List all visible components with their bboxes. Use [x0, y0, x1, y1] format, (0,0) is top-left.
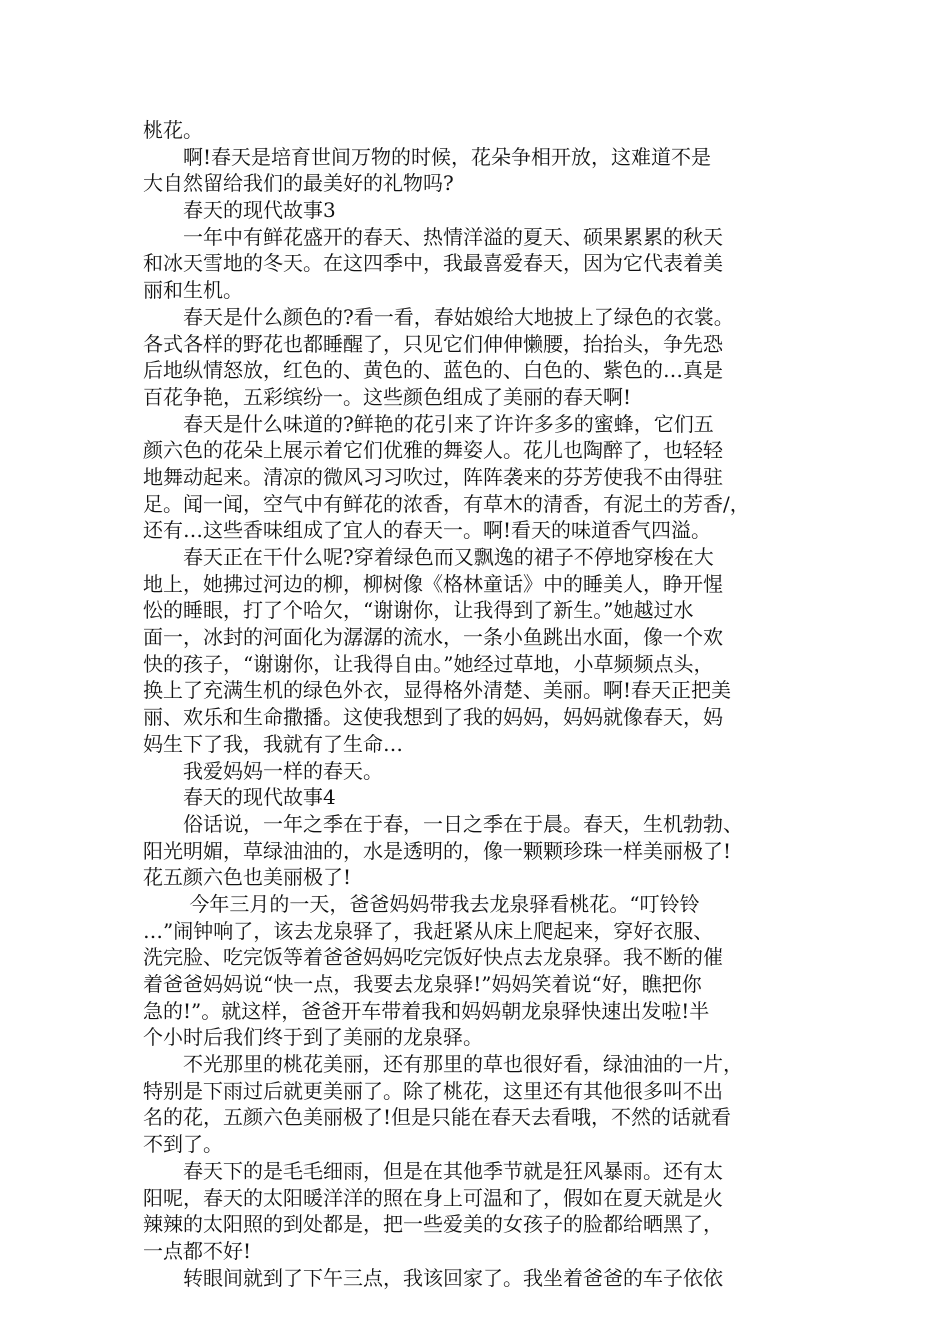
text-line: 阳呢，春天的太阳暖洋洋的照在身上可温和了，假如在夏天就是火 — [143, 1185, 723, 1210]
text-line: …”闹钟响了，该去龙泉驿了，我赶紧从床上爬起来，穿好衣服、 — [143, 918, 714, 943]
section-heading: 春天的现代故事4 — [143, 785, 336, 810]
text-line: 春天是什么颜色的?看一看，春姑娘给大地披上了绿色的衣裳。 — [143, 304, 734, 329]
text-line: 和冰天雪地的冬天。在这四季中，我最喜爱春天，因为它代表着美 — [143, 251, 723, 276]
text-line: 足。闻一闻，空气中有鲜花的浓香，有草木的清香，有泥土的芳香/， — [143, 491, 750, 516]
text-line: 啊!春天是培育世间万物的时候，花朵争相开放，这难道不是 — [143, 144, 712, 169]
text-line: 俗话说，一年之季在于春，一日之季在于晨。春天，生机勃勃、 — [143, 811, 743, 836]
text-line: 丽、欢乐和生命撒播。这使我想到了我的妈妈，妈妈就像春天，妈 — [143, 705, 723, 730]
text-line: 辣辣的太阳照的到处都是，把一些爱美的女孩子的脸都给晒黑了， — [143, 1212, 723, 1237]
text-line: 后地纵情怒放，红色的、黄色的、蓝色的、白色的、紫色的…真是 — [143, 358, 723, 383]
text-line: 不到了。 — [143, 1132, 223, 1157]
text-line: 忪的睡眼，打了个哈欠，“谢谢你，让我得到了新生。”她越过水 — [143, 598, 694, 623]
text-line: 今年三月的一天，爸爸妈妈带我去龙泉驿看桃花。“叮铃铃 — [143, 891, 700, 916]
document-body — [143, 117, 813, 1291]
text-line: 大自然留给我们的最美好的礼物吗? — [143, 171, 454, 196]
text-line: 一年中有鲜花盛开的春天、热情洋溢的夏天、硕果累累的秋天 — [143, 224, 723, 249]
text-line: 各式各样的野花也都睡醒了，只见它们伸伸懒腰，抬抬头，争先恐 — [143, 331, 723, 356]
text-line: 快的孩子，“谢谢你，让我得自由。”她经过草地，小草频频点头， — [143, 651, 714, 676]
text-line: 春天下的是毛毛细雨，但是在其他季节就是狂风暴雨。还有太 — [143, 1158, 723, 1183]
text-line: 春天是什么味道的?鲜艳的花引来了许许多多的蜜蜂，它们五 — [143, 411, 714, 436]
text-line: 桃花。 — [143, 118, 203, 142]
text-line: 春天正在干什么呢?穿着绿色而又飘逸的裙子不停地穿梭在大 — [143, 545, 714, 569]
text-line: 急的!”。就这样，爸爸开车带着我和妈妈朝龙泉驿快速出发啦!半 — [143, 998, 710, 1023]
text-line: 还有…这些香味组成了宜人的春天一。啊!看天的味道香气四溢。 — [143, 518, 712, 543]
text-line: 转眼间就到了下午三点，我该回家了。我坐着爸爸的车子依依 — [143, 1265, 723, 1290]
text-line: 我爱妈妈一样的春天。 — [143, 758, 383, 783]
text-line: 花五颜六色也美丽极了! — [143, 865, 352, 890]
text-line: 面一，冰封的河面化为潺潺的流水，一条小鱼跳出水面，像一个欢 — [143, 625, 723, 650]
text-line: 丽和生机。 — [143, 278, 243, 303]
text-line: 个小时后我们终于到了美丽的龙泉驿。 — [143, 1025, 483, 1050]
text-line: 一点都不好! — [143, 1238, 252, 1263]
text-line: 不光那里的桃花美丽，还有那里的草也很好看，绿油油的一片， — [143, 1052, 743, 1077]
text-line: 百花争艳，五彩缤纷一。这些颜色组成了美丽的春天啊! — [143, 384, 632, 409]
text-line: 换上了充满生机的绿色外衣，显得格外清楚、美丽。啊!春天正把美 — [143, 678, 732, 703]
text-line: 颜六色的花朵上展示着它们优雅的舞姿人。花儿也陶醉了，也轻轻 — [143, 438, 723, 463]
text-line: 特别是下雨过后就更美丽了。除了桃花，这里还有其他很多叫不出 — [143, 1078, 723, 1103]
text-line: 地上，她拂过河边的柳，柳树像《格林童话》中的睡美人，睁开惺 — [143, 571, 723, 596]
section-heading: 春天的现代故事3 — [143, 198, 336, 223]
text-line: 妈生下了我，我就有了生命… — [143, 731, 403, 756]
text-line: 名的花，五颜六色美丽极了!但是只能在春天去看哦，不然的话就看 — [143, 1105, 732, 1130]
text-line: 着爸爸妈妈说“快一点，我要去龙泉驿!”妈妈笑着说“好，瞧把你 — [143, 972, 702, 996]
text-line: 地舞动起来。清凉的微风习习吹过，阵阵袭来的芬芳使我不由得驻 — [143, 464, 723, 489]
text-line: 洗完脸、吃完饭等着爸爸妈妈吃完饭好快点去龙泉驿。我不断的催 — [143, 945, 723, 970]
text-line: 阳光明媚，草绿油油的，水是透明的，像一颗颗珍珠一样美丽极了! — [143, 838, 732, 863]
